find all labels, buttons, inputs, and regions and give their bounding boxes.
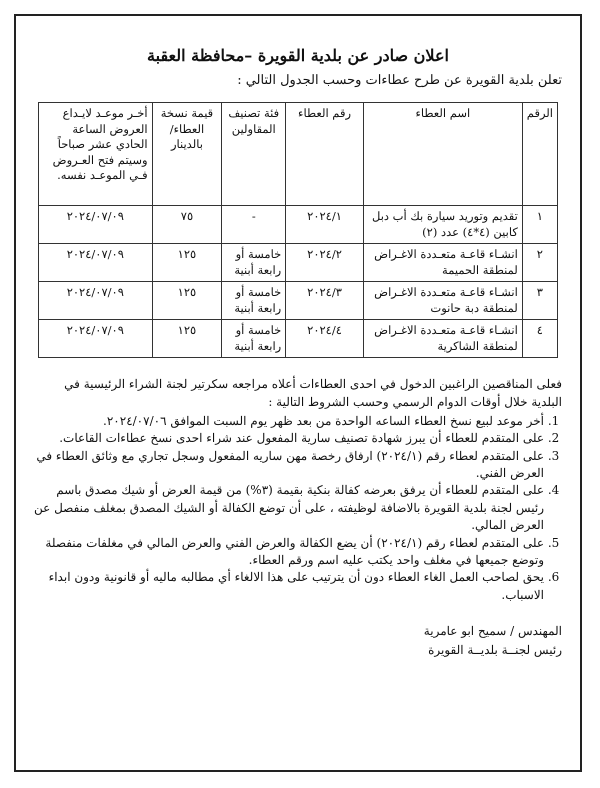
cell-contractor-class: خامسة أو رابعة أبنية bbox=[222, 320, 286, 358]
cell-deadline: ٢٠٢٤/٠٧/٠٩ bbox=[39, 206, 153, 244]
cell-deadline: ٢٠٢٤/٠٧/٠٩ bbox=[39, 244, 153, 282]
condition-item: 6. يحق لصاحب العمل الغاء العطاء دون أن يترتيب على هذا الالغاء أي مطالبه ماليه أو قانونية ودون ابداء الاسباب. bbox=[30, 569, 544, 604]
cell-number: ٤ bbox=[522, 320, 557, 358]
cell-tender-number: ٢٠٢٤/٤ bbox=[286, 320, 364, 358]
conditions-list bbox=[30, 413, 566, 604]
header-number: الرقم bbox=[522, 103, 557, 206]
cell-contractor-class: خامسة أو رابعة أبنية bbox=[222, 282, 286, 320]
condition-item: 5. على المتقدم لعطاء رقم (٢٠٢٤/١) أن يضع الكفالة والعرض الفني والعرض المالي في مغلفات منفصلة وتوضع جميعها في مغلف واحد يكتب عليه اسم ورقم العطاء. bbox=[30, 535, 544, 570]
cell-tender-number: ٢٠٢٤/٢ bbox=[286, 244, 364, 282]
notice-content bbox=[16, 16, 580, 661]
notice-frame bbox=[14, 14, 582, 772]
condition-item: 4. على المتقدم للعطاء أن يرفق بعرضه كفالة بنكية بقيمة (٣%) من قيمة العرض أو شيك مصدق باسم رئيس لجنة بلدية القويرة بالاضافة لوظيفته ، على أن توضع الكفالة أو الشيك المصدق بمغلف منفصل عن العرض المالي. bbox=[30, 482, 544, 534]
notice-intro: تعلن بلدية القويرة عن طرح عطاءات وحسب الجدول التالي : bbox=[237, 73, 562, 88]
cell-copy-price: ٧٥ bbox=[152, 206, 222, 244]
table-row bbox=[39, 206, 558, 244]
cell-deadline: ٢٠٢٤/٠٧/٠٩ bbox=[39, 320, 153, 358]
header-deadline: أخـر موعـد لايـداع العروض الساعة الحادي عشر صباحاً وسيتم فتح العـروض فـي الموعـد نفسه. bbox=[39, 103, 153, 206]
cell-deadline: ٢٠٢٤/٠٧/٠٩ bbox=[39, 282, 153, 320]
table-header-row bbox=[39, 103, 558, 206]
cell-tender-name: تقديم وتوريد سيارة بك أب دبل كابين (٤*٤) عدد (٢) bbox=[363, 206, 522, 244]
condition-item: 1. أخر موعد لبيع نسخ العطاء الساعه الواحدة من بعد ظهر يوم السبت الموافق ٢٠٢٤/٠٧/٠٦. bbox=[30, 413, 544, 430]
cell-tender-name: انشـاء قاعـة متعـددة الاغـراض لمنطقة الحميمة bbox=[363, 244, 522, 282]
table-row bbox=[39, 320, 558, 358]
cell-tender-name: انشـاء قاعـة متعـددة الاغـراض لمنطقة الشاكرية bbox=[363, 320, 522, 358]
table-row bbox=[39, 244, 558, 282]
cell-copy-price: ١٢٥ bbox=[152, 282, 222, 320]
signature-position: رئيس لجنــة بلديــة القويرة bbox=[428, 643, 562, 658]
cell-tender-number: ٢٠٢٤/٣ bbox=[286, 282, 364, 320]
cell-number: ٣ bbox=[522, 282, 557, 320]
cell-number: ١ bbox=[522, 206, 557, 244]
cell-tender-name: انشـاء قاعـة متعـددة الاغـراض لمنطقة دبة حانوت bbox=[363, 282, 522, 320]
header-copy-price: قيمة نسخة العطاء/بالدينار bbox=[152, 103, 222, 206]
table-row bbox=[39, 282, 558, 320]
header-contractor-class: فئة تصنيف المقاولين bbox=[222, 103, 286, 206]
cell-tender-number: ٢٠٢٤/١ bbox=[286, 206, 364, 244]
condition-item: 2. على المتقدم للعطاء أن يبرز شهادة تصنيف سارية المفعول عند شراء احدى نسخ عطاءات القاعات. bbox=[30, 430, 544, 447]
condition-item: 3. على المتقدم لعطاء رقم (٢٠٢٤/١) ارفاق رخصة مهن ساريه المفعول وسجل تجاري مع وثائق العطاء في العرض الفني. bbox=[30, 448, 544, 483]
signature-block bbox=[30, 622, 562, 660]
header-tender-number: رقم العطاء bbox=[286, 103, 364, 206]
cell-copy-price: ١٢٥ bbox=[152, 244, 222, 282]
cell-contractor-class: خامسة أو رابعة أبنية bbox=[222, 244, 286, 282]
cell-contractor-class: - bbox=[222, 206, 286, 244]
notice-title: اعلان صادر عن بلدية القويرة –محافظة العقبة bbox=[147, 46, 449, 65]
cell-number: ٢ bbox=[522, 244, 557, 282]
header-tender-name: اسم العطاء bbox=[363, 103, 522, 206]
cell-copy-price: ١٢٥ bbox=[152, 320, 222, 358]
notice-body: فعلى المناقصين الراغبين الدخول في احدى العطاءات أعلاه مراجعه سكرتير لجنة الشراء الرئيسية في البلدية خلال أوقات الدوام الرسمي وحسب الشروط التالية : bbox=[64, 377, 562, 409]
tenders-table bbox=[38, 102, 558, 358]
signature-name: المهندس / سميح ابو عامرية bbox=[423, 624, 562, 639]
